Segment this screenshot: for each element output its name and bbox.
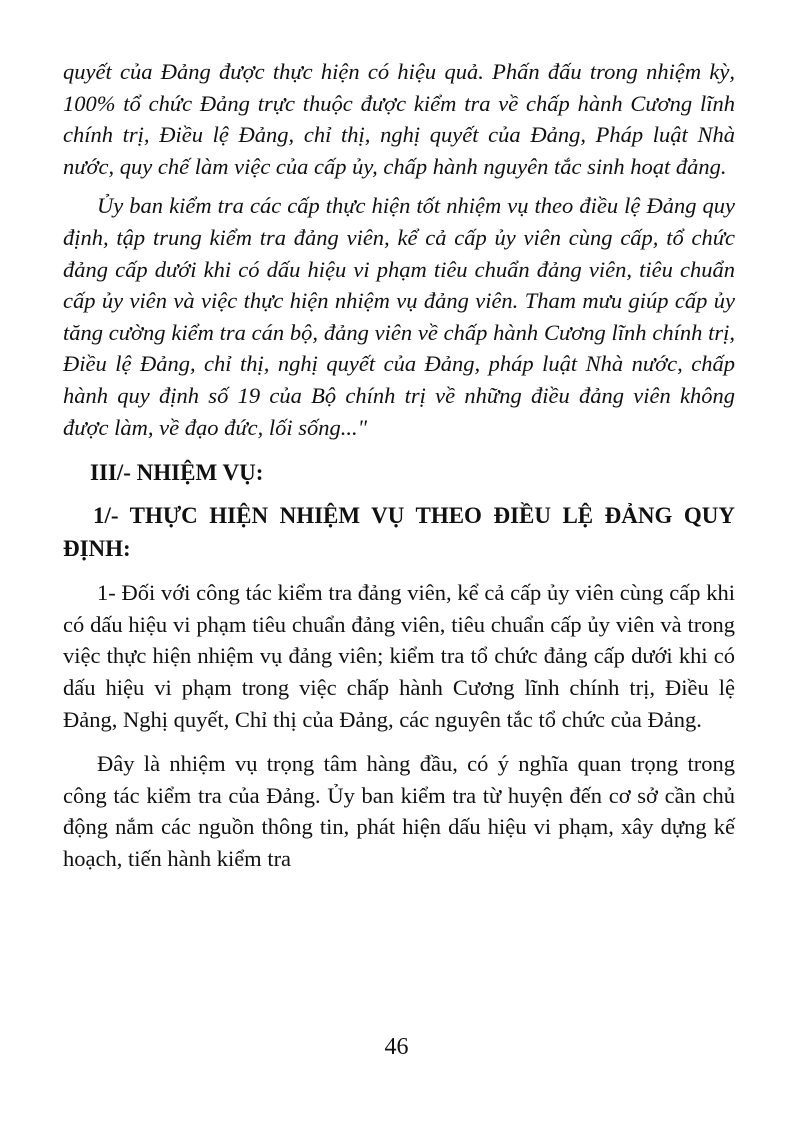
paragraph-member-inspection: 1- Đối với công tác kiểm tra đảng viên, kể cả cấp ủy viên cùng cấp khi có dấu hiệu vi phạm tiêu chuẩn đảng viên, tiêu chuẩn cấp ủy viên và trong việc thực hiện nhiệm vụ đảng viên; kiểm tra tổ chức đảng cấp dưới khi có dấu hiệu vi phạm trong việc chấp hành Cương lĩnh chính trị, Điều lệ Đảng, Nghị quyết, Chỉ thị của Đảng, các nguyên tắc tổ chức của Đảng. bbox=[63, 579, 735, 732]
paragraph-key-task: Đây là nhiệm vụ trọng tâm hàng đầu, có ý nghĩa quan trọng trong công tác kiểm tra của Đảng. Ủy ban kiểm tra từ huyện đến cơ sở cần chủ động nắm các nguồn thông tin, phát hiện dấu hiệu vi phạm, xây dựng kế hoạch, tiến hành kiểm tra bbox=[63, 750, 735, 872]
subheading-duties: 1/- THỰC HIỆN NHIỆM VỤ THEO ĐIỀU LỆ ĐẢNG QUY ĐỊNH: bbox=[63, 502, 735, 561]
paragraph-inspection-committee: Ủy ban kiểm tra các cấp thực hiện tốt nhiệm vụ theo điều lệ Đảng quy định, tập trung kiểm tra đảng viên, kể cả cấp ủy viên cùng cấp, tổ chức đảng cấp dưới khi có dấu hiệu vi phạm tiêu chuẩn đảng viên, tiêu chuẩn cấp ủy viên và việc thực hiện nhiệm vụ đảng viên. Tham mưu giúp cấp ủy tăng cường kiểm tra cán bộ, đảng viên về chấp hành Cương lĩnh chính trị, Điều lệ Đảng, chỉ thị, nghị quyết của Đảng, pháp luật Nhà nước, chấp hành quy định số 19 của Bộ chính trị về những điều đảng viên không được làm, về đạo đức, lối sống..." bbox=[63, 193, 735, 440]
document-page bbox=[63, 56, 735, 875]
page-number: 46 bbox=[384, 1034, 409, 1060]
paragraph-continuation: quyết của Đảng được thực hiện có hiệu quả. Phấn đấu trong nhiệm kỳ, 100% tổ chức Đảng trực thuộc được kiểm tra về chấp hành Cương lĩnh chính trị, Điều lệ Đảng, chỉ thị, nghị quyết của Đảng, Pháp luật Nhà nước, quy chế làm việc của cấp ủy, chấp hành nguyên tắc sinh hoạt đảng. bbox=[63, 59, 735, 179]
section-heading-tasks: III/- NHIỆM VỤ: bbox=[90, 460, 264, 486]
